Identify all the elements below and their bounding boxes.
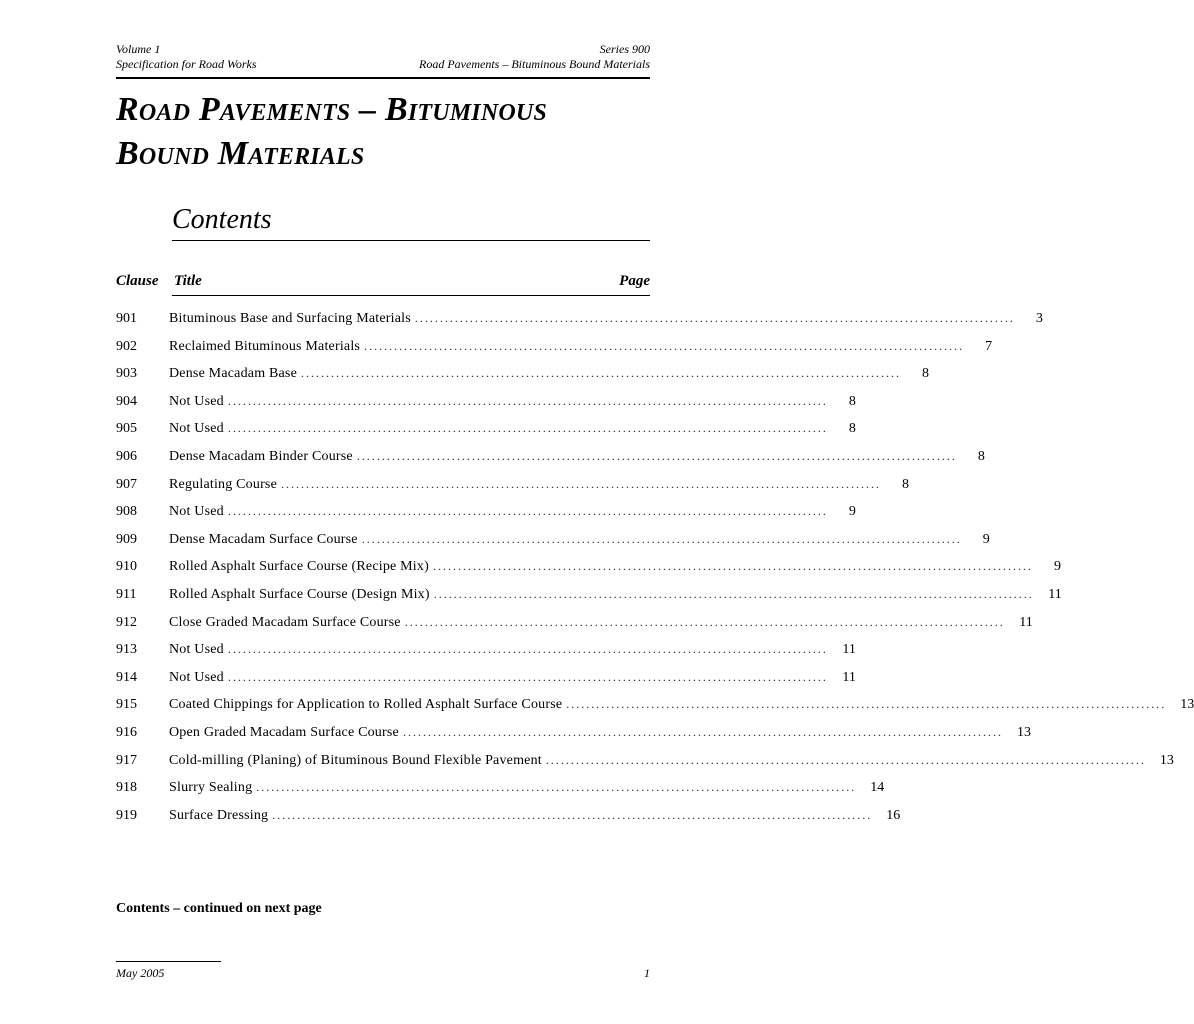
toc-entry [116,802,901,830]
toc-entry [116,636,856,664]
toc-clause-number: 908 [116,504,137,520]
toc-entry [116,747,1174,775]
toc-page-number: 13 [1180,697,1194,713]
toc-clause-number: 906 [116,448,137,464]
toc-entry-title: Rolled Asphalt Surface Course (Design Mix) [169,586,430,602]
page-footer [116,966,650,981]
toc-clause-number: 909 [116,531,137,547]
toc-entry [116,388,856,416]
toc-page-number: 8 [922,366,929,382]
toc-page-number: 13 [1016,724,1031,740]
toc-page-number: 13 [1159,752,1174,768]
toc-page-number: 8 [977,448,985,464]
toc-entry [116,581,1062,609]
document-title [116,88,547,176]
toc-clause-number: 916 [116,724,137,740]
toc-page-number: 11 [842,642,856,658]
toc-entry [116,333,993,361]
toc-page-number: 8 [848,393,856,409]
toc-entry [116,471,909,499]
running-header [116,42,650,72]
toc-leader-dots: ........................................................................................................................ [227,642,828,657]
header-subject: Road Pavements – Bituminous Bound Materials [419,57,650,71]
footer-date: May 2005 [116,966,165,980]
toc-entry-title: Not Used [169,393,224,409]
toc-entry [116,664,856,692]
toc-clause-number: 910 [116,559,137,575]
toc-clause-number: 903 [116,366,137,382]
toc-leader-dots: ........................................................................................................................ [361,531,962,546]
toc-page-number: 8 [902,476,909,492]
toc-entry [116,691,1194,719]
header-divider [116,77,650,79]
contents-heading: Contents [172,204,272,235]
toc-clause-number: 911 [116,586,137,602]
continued-note: Contents – continued on next page [116,901,322,916]
toc-page-number: 9 [848,504,856,520]
toc-entry [116,609,1033,637]
toc-clause-number: 901 [116,311,137,326]
toc-entry-title: Cold-milling (Planing) of Bituminous Bound Flexible Pavement [169,752,542,768]
toc-clause-number: 919 [116,807,137,823]
toc-leader-dots: ........................................................................................................................ [272,807,873,822]
toc-entry-title: Regulating Course [169,476,277,492]
toc-page-number: 8 [848,421,856,437]
toc-entry-title: Slurry Sealing [169,780,253,796]
column-header-title: Title [174,273,202,289]
header-spec: Specification for Road Works [116,57,257,71]
toc-entry [116,526,990,554]
toc-page-number: 11 [842,669,856,685]
toc-entry-title: Not Used [169,642,224,658]
toc-page-number: 9 [982,531,990,547]
toc-leader-dots: ........................................................................................................................ [301,366,901,381]
toc-leader-dots: ........................................................................................................................ [227,504,828,519]
title-line-1: Road Pavements – Bituminous [116,91,547,128]
toc-clause-number: 905 [116,421,137,437]
toc-page-number: 9 [1053,559,1061,575]
toc-entry [116,443,985,471]
toc-leader-dots: ........................................................................................................................ [227,421,828,436]
toc-entry-title: Dense Macadam Base [169,366,297,382]
toc-leader-dots: ........................................................................................................................ [402,724,1003,739]
toc-leader-dots: ........................................................................................................................ [404,614,1005,629]
toc-entry-title: Open Graded Macadam Surface Course [169,724,399,740]
column-header-clause: Clause [116,273,159,289]
toc-clause-number: 902 [116,338,137,354]
toc-leader-dots: ........................................................................................................................ [545,752,1146,767]
toc-entry [116,719,1031,747]
footer-page-number: 1 [644,966,650,980]
toc-entry-title: Close Graded Macadam Surface Course [169,614,401,630]
header-volume: Volume 1 [116,42,161,56]
toc-leader-dots: ........................................................................................................................ [256,780,857,795]
toc-leader-dots: ........................................................................................................................ [227,393,828,408]
toc-entry [116,498,856,526]
toc-clause-number: 907 [116,476,137,492]
toc-leader-dots: ........................................................................................................................ [414,311,1015,325]
toc-entry [116,553,1061,581]
toc-clause-number: 913 [116,642,137,658]
toc-entry-title: Bituminous Base and Surfacing Materials [169,311,411,326]
contents-divider [172,240,650,241]
table-of-contents [116,305,1194,829]
toc-page-number: 11 [1019,614,1033,630]
toc-leader-dots: ........................................................................................................................ [281,476,881,491]
toc-entry-title: Rolled Asphalt Surface Course (Recipe Mix) [169,559,429,575]
toc-entry-title: Not Used [169,669,224,685]
toc-page-number: 3 [1035,311,1043,326]
footer-divider [116,961,221,962]
toc-leader-dots: ........................................................................................................................ [566,697,1167,712]
column-header-divider [172,295,650,296]
title-line-2: Bound Materials [116,135,365,172]
toc-clause-number: 918 [116,780,137,796]
toc-entry-title: Coated Chippings for Application to Rolled Asphalt Surface Course [169,697,563,713]
toc-clause-number: 914 [116,669,137,685]
toc-entry-title: Dense Macadam Surface Course [169,531,358,547]
header-series: Series 900 [599,42,650,56]
toc-entry [116,305,1043,333]
toc-entry [116,415,856,443]
toc-leader-dots: ........................................................................................................................ [227,669,828,684]
toc-clause-number: 912 [116,614,137,630]
toc-entry-title: Reclaimed Bituminous Materials [169,338,361,354]
toc-entry-title: Surface Dressing [169,807,269,823]
toc-entry-title: Not Used [169,421,224,437]
toc-leader-dots: ........................................................................................................................ [433,586,1034,601]
toc-leader-dots: ........................................................................................................................ [364,338,965,353]
toc-entry-title: Not Used [169,504,224,520]
toc-clause-number: 904 [116,393,137,409]
toc-page-number: 11 [1048,586,1062,602]
toc-entry-title: Dense Macadam Binder Course [169,448,353,464]
toc-entry [116,774,885,802]
toc-page-number: 16 [886,807,901,823]
toc-clause-number: 917 [116,752,137,768]
toc-page-number: 14 [870,780,885,796]
toc-entry [116,360,929,388]
column-header-page: Page [619,273,650,289]
toc-leader-dots: ........................................................................................................................ [356,448,957,463]
toc-page-number: 7 [985,338,993,354]
toc-leader-dots: ........................................................................................................................ [432,559,1033,574]
toc-clause-number: 915 [116,697,137,713]
